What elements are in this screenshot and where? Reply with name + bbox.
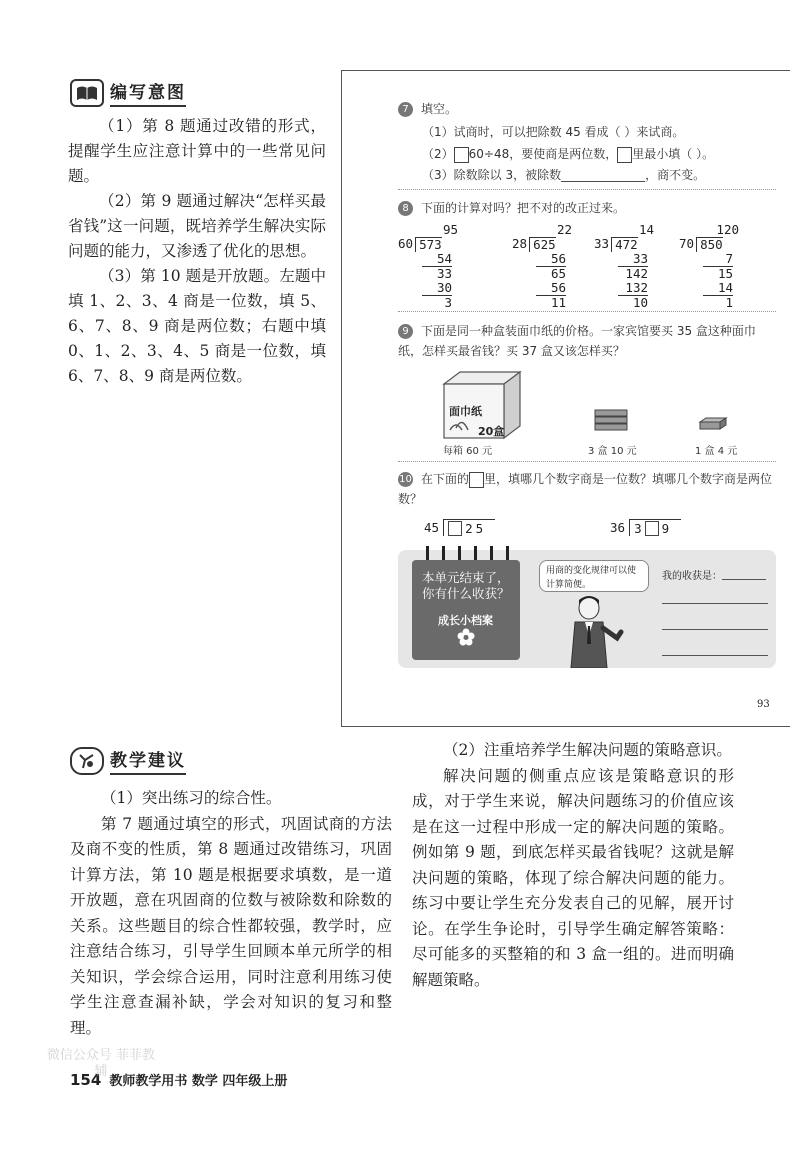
card-line-2: 你有什么收获？ (422, 586, 510, 601)
blank-box[interactable] (645, 521, 659, 536)
divisor: 60 (398, 236, 414, 251)
subtract: 132 (618, 281, 648, 296)
division-calc-4 (679, 223, 759, 310)
quotient: 22 (556, 222, 572, 237)
carton-label: 面巾纸 (449, 405, 482, 418)
advice-point-2: 解决问题的侧重点应该是策略意识的形成，对于学生来说，解决问题练习的价值应该是在这一过程中形成一定的解决问题的策略。例如第 9 题，到底怎样买最省钱呢？这就是解决问题的策略，体现了综合解决问题的能力。练习中要让学生充分发表自己的见解，展开讨论。在学生争论时，引导学生确定解答策略：尽可能多的买整箱的和 3 盒一组的。进而明确解题策略。 (412, 766, 734, 989)
dotted-divider (398, 311, 776, 312)
teacher-icon (70, 747, 104, 775)
dividend: 625 (529, 237, 556, 252)
card-tag: 成长小档案 (438, 614, 493, 627)
price-single: 1 盒 4 元 (695, 446, 738, 457)
q7-line-1: （1）试商时，可以把除数 45 看成（ ）来试商。 (422, 125, 685, 139)
dividend: 573 (415, 237, 442, 252)
flower-icon (457, 628, 475, 650)
single-box-image (698, 416, 728, 430)
question-10 (398, 469, 773, 509)
divisor: 36 (610, 519, 626, 535)
question-number: 10 (399, 474, 412, 485)
writing-line (662, 602, 768, 604)
card-line-1: 本单元结束了， (422, 570, 510, 585)
division-calc-2 (512, 223, 592, 310)
subtract: 14 (703, 281, 733, 296)
remainder: 15 (717, 266, 733, 281)
q7-line-3: （3）除数除以 3，被除数______________，商不变。 (422, 168, 706, 182)
price-carton: 每箱 60 元 (443, 446, 493, 457)
dotted-divider (398, 461, 776, 462)
page-number: 154 (70, 1071, 102, 1089)
question-number: 8 (398, 201, 413, 216)
q7-line-2-mid: 60÷48，要使商是两位数， (468, 147, 618, 161)
q7-line-2-prefix: （2） (422, 147, 454, 161)
divisor: 33 (594, 236, 610, 251)
advice-point-1: 第 7 题通过填空的形式，巩固试商的方法及商不变的性质，第 8 题通过改错练习，巩固计算方法，第 10 题是根据要求填数，是一道开放题，意在巩固商的位数与被除数和除数的关系。这些题目的综合性都较强，教学时，应注意结合练习，引导学生回顾本单元所学的相关知识，学会综合运用，同时注意利用练习使学生注意查漏补缺，学会对知识的复习和整理。 (70, 814, 392, 1037)
digit: 3 (634, 520, 642, 536)
divisor: 28 (512, 236, 528, 251)
divisor: 70 (679, 236, 695, 251)
blank-box[interactable] (469, 472, 484, 488)
advice-title: 教学建议 (110, 746, 186, 775)
subtract: 7 (703, 252, 733, 267)
carton-count: 20盒 (478, 425, 505, 438)
subtract: 33 (618, 252, 648, 267)
subtract: 30 (422, 281, 452, 296)
intent-paragraph-2: （2）第 9 题通过解决“怎样买最省钱”这一问题，既培养学生解决实际问题的能力，又渗透了优化的思想。 (68, 192, 326, 260)
remainder: 33 (436, 266, 452, 281)
divisor: 45 (424, 519, 440, 535)
dividend: 850 (696, 237, 723, 252)
advice-point-1-heading: （1）突出练习的综合性。 (101, 789, 282, 807)
remainder: 1 (725, 295, 733, 310)
q9-title: 下面是同一种盒装面巾纸的价格。一家宾馆要买 35 盒这种面巾纸，怎样买最省钱？买 37 盒又该怎样买？ (398, 324, 756, 358)
book-icon (70, 79, 104, 107)
gain-label: 我的收获是： (662, 571, 722, 582)
q10-left-division (424, 519, 495, 536)
writing-line (662, 654, 768, 656)
intent-header (70, 78, 186, 107)
question-7 (398, 100, 457, 117)
quotient: 14 (638, 222, 654, 237)
division-calc-1 (398, 223, 478, 310)
advice-point-2-heading: （2）注重培养学生解决问题的策略意识。 (443, 741, 732, 759)
digit: 5 (475, 520, 484, 536)
speech-bubble: 用商的变化规律可以使计算简便。 (539, 560, 649, 592)
price-three: 3 盒 10 元 (588, 446, 637, 457)
dividend: 472 (611, 237, 638, 252)
remainder: 142 (625, 266, 648, 281)
q7-line-2 (422, 145, 714, 163)
q10-title-b: 里，填哪几个数字商是一位数？填哪几个数字商是两位数？ (398, 472, 773, 506)
advice-right-column (412, 738, 734, 993)
intent-title: 编写意图 (110, 78, 186, 107)
blank-box[interactable] (454, 147, 469, 163)
remainder: 10 (632, 295, 648, 310)
intent-paragraph-1: （1）第 8 题通过改错的形式，提醒学生应注意计算中的一些常见问题。 (68, 117, 326, 185)
watermark: 微信公众号 菲菲教辅 (46, 1048, 156, 1079)
remainder: 65 (550, 266, 566, 281)
three-box-stack-image (593, 406, 629, 432)
writing-line (662, 628, 768, 630)
book-title: 教师教学用书 数学 四年级上册 (109, 1074, 288, 1089)
q10-right-division (610, 519, 681, 536)
card-text (422, 570, 510, 602)
dotted-divider (398, 189, 776, 190)
advice-header (70, 746, 186, 775)
q10-title-a: 在下面的 (421, 472, 470, 486)
q7-title: 填空。 (421, 102, 458, 116)
question-number: 9 (398, 324, 413, 339)
remainder: 3 (444, 295, 452, 310)
remainder: 11 (550, 295, 566, 310)
subtract: 56 (536, 252, 566, 267)
q8-title: 下面的计算对吗？把不对的改正过来。 (421, 201, 626, 215)
writing-line (722, 578, 766, 580)
division-calc-3 (594, 223, 674, 310)
advice-left-column (70, 786, 392, 1041)
question-9 (398, 321, 773, 361)
digit: 9 (661, 520, 670, 536)
digit: 2 (465, 520, 473, 536)
quotient: 120 (716, 222, 739, 237)
textbook-page-number: 93 (757, 699, 770, 710)
q7-line-2-end: 里最小填（ ）。 (632, 147, 715, 161)
blank-box[interactable] (448, 521, 462, 536)
subtract: 54 (422, 252, 452, 267)
subtract: 56 (536, 281, 566, 296)
question-number: 7 (398, 102, 413, 117)
quotient: 95 (442, 222, 458, 237)
blank-box[interactable] (617, 147, 632, 163)
intent-paragraph-3: （3）第 10 题是开放题。左题中填 1、2、3、4 商是一位数，填 5、6、7、8、9 商是两位数；右题中填 0、1、2、3、4、5 商是一位数，填 6、7、8、9 商是两位数。 (68, 267, 326, 385)
intent-body (68, 114, 326, 389)
question-8 (398, 199, 625, 216)
teacher-figure (563, 596, 627, 668)
